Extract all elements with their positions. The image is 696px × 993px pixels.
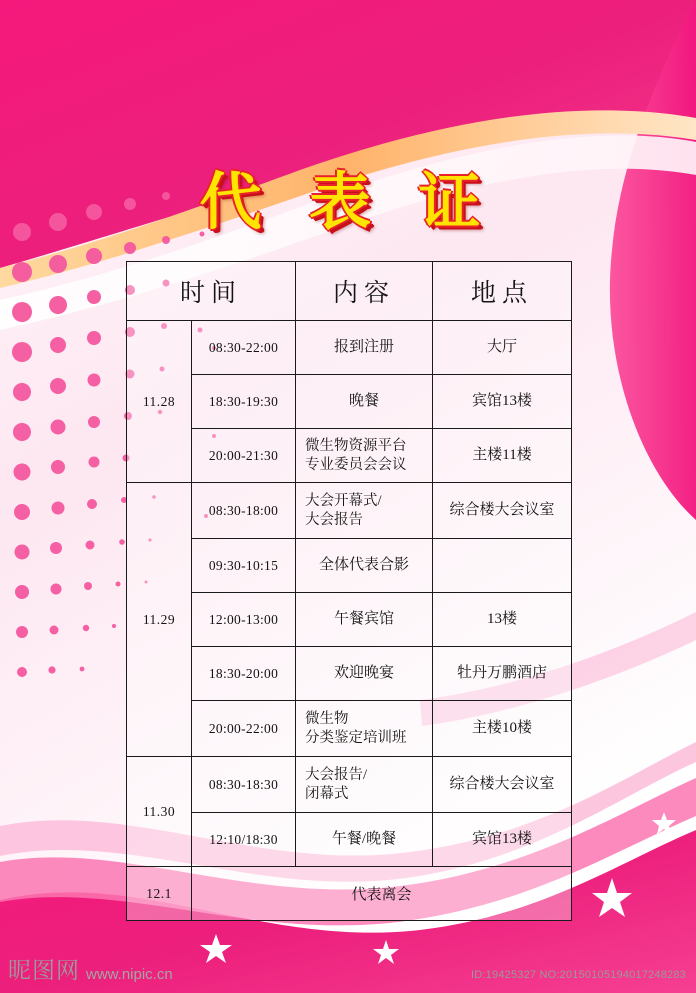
row-time: 12:00-13:00 (192, 593, 296, 647)
table-row (127, 321, 572, 375)
row-date: 12.1 (127, 867, 192, 921)
row-content: 午餐宾馆 (296, 593, 433, 647)
row-content: 代表离会 (192, 867, 572, 921)
row-place: 牡丹万鹏酒店 (433, 647, 572, 701)
table-row (127, 539, 572, 593)
table-row (127, 593, 572, 647)
row-time: 18:30-19:30 (192, 375, 296, 429)
row-place: 大厅 (433, 321, 572, 375)
row-time: 20:00-21:30 (192, 429, 296, 483)
header-content: 内容 (296, 262, 433, 321)
table-row (127, 483, 572, 539)
row-place: 13楼 (433, 593, 572, 647)
row-time: 08:30-18:00 (192, 483, 296, 539)
table-row (127, 813, 572, 867)
table-row (127, 757, 572, 813)
row-time: 12:10/18:30 (192, 813, 296, 867)
schedule-table (126, 261, 572, 921)
row-content: 大会报告/ 闭幕式 (296, 757, 433, 813)
table-row (127, 701, 572, 757)
table-row (127, 429, 572, 483)
row-place: 宾馆13楼 (433, 813, 572, 867)
row-place (433, 539, 572, 593)
row-place: 主楼10楼 (433, 701, 572, 757)
row-date: 11.28 (127, 321, 192, 483)
header-time: 时间 (127, 262, 296, 321)
row-place: 综合楼大会议室 (433, 757, 572, 813)
row-content: 午餐/晚餐 (296, 813, 433, 867)
table-row (127, 867, 572, 921)
row-place: 宾馆13楼 (433, 375, 572, 429)
row-place: 综合楼大会议室 (433, 483, 572, 539)
row-time: 08:30-18:30 (192, 757, 296, 813)
watermark (8, 952, 173, 985)
row-time: 18:30-20:00 (192, 647, 296, 701)
row-content: 报到注册 (296, 321, 433, 375)
table-row (127, 375, 572, 429)
watermark-brand: 昵图网 (8, 958, 80, 983)
image-id-text: ID:19425327 NO:20150105194017248283 (471, 969, 686, 981)
row-content: 晚餐 (296, 375, 433, 429)
header-place: 地点 (433, 262, 572, 321)
row-content: 欢迎晚宴 (296, 647, 433, 701)
table-header-row (127, 262, 572, 321)
row-content: 大会开幕式/ 大会报告 (296, 483, 433, 539)
row-time: 08:30-22:00 (192, 321, 296, 375)
row-date: 11.30 (127, 757, 192, 867)
watermark-url: www.nipic.cn (86, 966, 173, 983)
row-content: 全体代表合影 (296, 539, 433, 593)
row-content: 微生物 分类鉴定培训班 (296, 701, 433, 757)
table-row (127, 647, 572, 701)
page-title: 代 表 证 (199, 169, 497, 237)
schedule-table-wrapper (126, 261, 571, 921)
row-date: 11.29 (127, 483, 192, 757)
row-time: 20:00-22:00 (192, 701, 296, 757)
schedule-table-body (127, 321, 572, 921)
row-time: 09:30-10:15 (192, 539, 296, 593)
row-place: 主楼11楼 (433, 429, 572, 483)
row-content: 微生物资源平台 专业委员会会议 (296, 429, 433, 483)
